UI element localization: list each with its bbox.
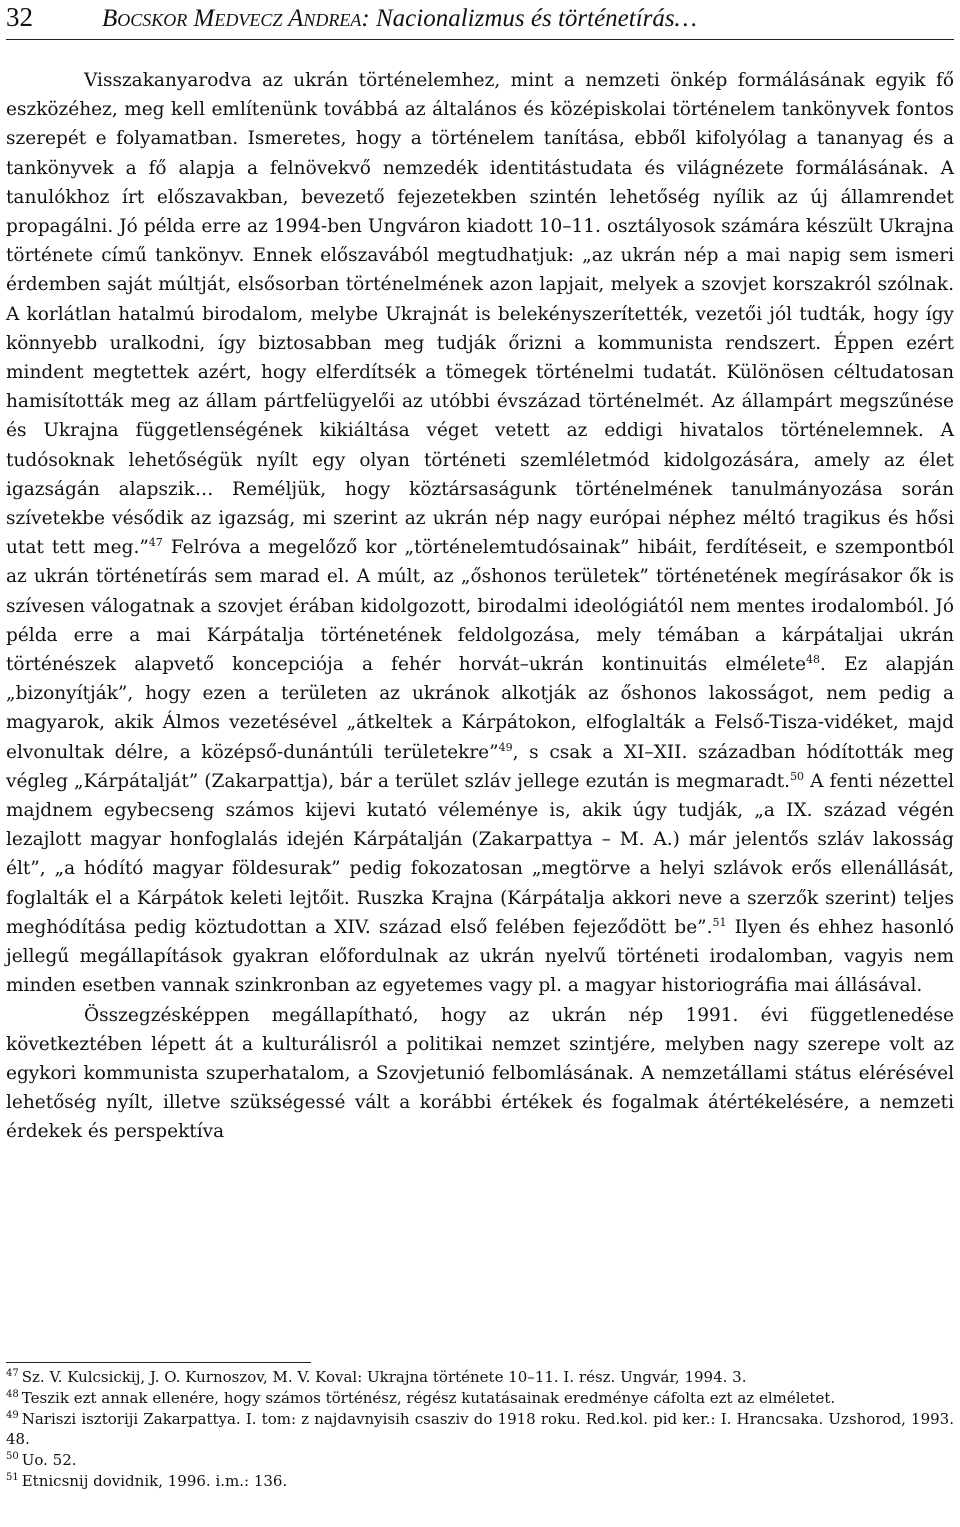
running-title-author: Bocskor Medvecz Andrea: — [102, 5, 370, 32]
footnote-48 — [6, 1388, 954, 1409]
text-segment: A fenti nézettel majdnem egybecseng számos kijevi kutató véleménye is, akik úgy tudják, „a IX. század végén lezajlott magyar honfoglalás idején Kárpátalján (Zakarpattya – M. A.) már jelentős szláv lakosság élt”, „a hódító magyar földesurak” pedig fokozatosan „megtörve a helyi szlávok erős ellenállását, foglalták el a Kárpátok keleti lejtőit. Ruszka Krajna (Kárpátalja akkori neve a szerzők szerint) teljes meghódítása pedig köztudottan a XIV. század első felében fejeződött be”. — [6, 770, 954, 938]
footnote-reference[interactable]: 48 — [806, 652, 821, 666]
footnote-text: Teszik ezt annak ellenére, hogy számos történész, régész kutatásainak eredménye cáfolta ezt az elméletet. — [21, 1388, 836, 1407]
footnote-number: 51 — [6, 1471, 19, 1483]
running-title-text: Nacionalizmus és történetírás… — [376, 5, 697, 32]
footnote-separator — [6, 1362, 311, 1363]
footnote-number: 50 — [6, 1451, 19, 1463]
footnote-47 — [6, 1367, 954, 1388]
footnote-reference[interactable]: 50 — [790, 769, 805, 783]
footnote-51 — [6, 1471, 954, 1492]
text-segment: Ilyen és ehhez hasonló jellegű megállapítások gyakran előfordulnak az ukrán nyelvű történeti irodalomban, vagyis nem minden esetben vannak szinkronban az egyetemes vagy pl. a magyar historiográfia mai állásával. — [6, 916, 954, 997]
footnote-text: Nariszi isztoriji Zakarpattya. I. tom: z najdavnyisih csasziv do 1918 roku. Red.kol. pid ker.: I. Hrancsaka. Uzshorod, 1993. 48. — [6, 1409, 954, 1449]
text-segment: Összegzésképpen megállapítható, hogy az ukrán nép 1991. évi függetlenedése következtében lépett át a kulturálisról a politikai nemzet szintjére, melyben nagy szerepe volt az egykori kommunista szuperhatalom, a Szovjetunió felbomlásának. A nemzetállami státus elérésével lehetőség nyílt, illetve szükségessé vált a korábbi értékek és fogalmak átértékelésére, a nemzeti érdekek és perspektíva — [6, 1004, 954, 1143]
paragraph — [6, 1001, 954, 1147]
footnote-49 — [6, 1409, 954, 1451]
text-segment: , s csak a XI–XII. században hódították meg végleg „Kárpátalját” (Zakarpattja), bár a terület szláv jellege ezután is megmaradt. — [6, 741, 954, 792]
footnote-reference[interactable]: 49 — [498, 740, 513, 754]
footnote-number: 47 — [6, 1368, 19, 1379]
footnote-text: Uo. 52. — [21, 1451, 77, 1470]
page-number: 32 — [6, 2, 33, 32]
footnote-reference[interactable]: 51 — [712, 915, 727, 929]
running-title — [102, 5, 697, 33]
footnote-number: 49 — [6, 1409, 19, 1421]
footnotes — [6, 1362, 954, 1492]
text-segment: Felróva a megelőző kor „történelemtudósainak” hibáit, ferdítéseit, e szempontból az ukrán történetírás sem marad el. A múlt, az „őshonos területek” történetének megírásakor ők is szívesen válogatnak a szovjet érában kidolgozott, birodalmi ideológiától nem mentes irodalomból. Jó példa erre a mai Kárpátalja történetének feldolgozása, mely témában a kárpátaljai ukrán történészek alapvető koncepciója a fehér horvát–ukrán kontinuitás elmélete — [6, 537, 954, 676]
book-page — [6, 0, 954, 1490]
footnote-reference[interactable]: 47 — [148, 536, 163, 550]
footnote-text: Sz. V. Kulcsickij, J. O. Kurnoszov, M. V. Koval: Ukrajna története 10–11. I. rész. Ungvár, 1994. 3. — [21, 1368, 747, 1386]
body-text — [6, 66, 954, 1147]
text-segment: Visszakanyarodva az ukrán történelemhez, mint a nemzeti önkép formálásának egyik fő eszközéhez, meg kell említenünk továbbá az általános és középiskolai történelem tankönyvek fontos szerepét e folyamatban. Ismeretes, hogy a történelem tanítása, ebből kifolyólag a tananyag és a tankönyvek a fő alapja a felnövekvő nemzedék identitástudata és világnézete formálásának. A tanulókhoz írt előszavakban, bevezető fejezetekben szintén lehetőség nyílik az új államrendet propagálni. Jó példa erre az 1994-ben Ungváron kiadott 10–11. osztályosok számára készült Ukrajna története című tankönyv. Ennek előszavából megtudhatjuk: „az ukrán nép a mai napig sem ismeri érdemben saját múltját, elsősorban történelmének azon lapjait, melyek a szovjet korszakról szólnak. A korlátlan hatalmú birodalom, melybe Ukrajnát is belekényszerítették, vezetői jól tudták, hogy így könnyebb uralkodni, így biztosabban meg tudják őrizni a kommunista rendszert. Éppen ezért mindent megtettek azért, hogy elferdítsék a tömegek történelmi tudatát. Különösen céltudatosan hamisították meg az állam pártfelügyelői az utóbbi évszázad történelmét. Az állampárt megszűnése és Ukrajna függetlenségének kikiáltása véget vetett az eddigi hivatalos történelemnek. A tudósoknak lehetőségük nyílt egy olyan történeti szemléletmód kidolgozására, amely az élet igazságán alapszik… Reméljük, hogy köztársaságunk történelmének tanulmányozása során szívetekbe vésődik az igazság, mi szerint az ukrán nép nagy európai néphez méltó tragikus és hősi utat tett meg.” — [6, 70, 954, 559]
footnote-50 — [6, 1450, 954, 1471]
paragraph — [6, 66, 954, 1001]
running-header — [6, 0, 954, 40]
footnote-text: Etnicsnij dovidnik, 1996. i.m.: 136. — [21, 1471, 288, 1490]
text-segment: . Ez alapján „bizonyítják”, hogy ezen a területen az ukránok alkotják az őshonos lakosságot, nem pedig a magyarok, akik Álmos vezetésével „átkeltek a Kárpátokon, elfoglalták a Felső-Tisza-vidéket, majd elvonultak délre, a középső-dunántúli területekre” — [6, 654, 954, 763]
footnote-number: 48 — [6, 1388, 19, 1400]
